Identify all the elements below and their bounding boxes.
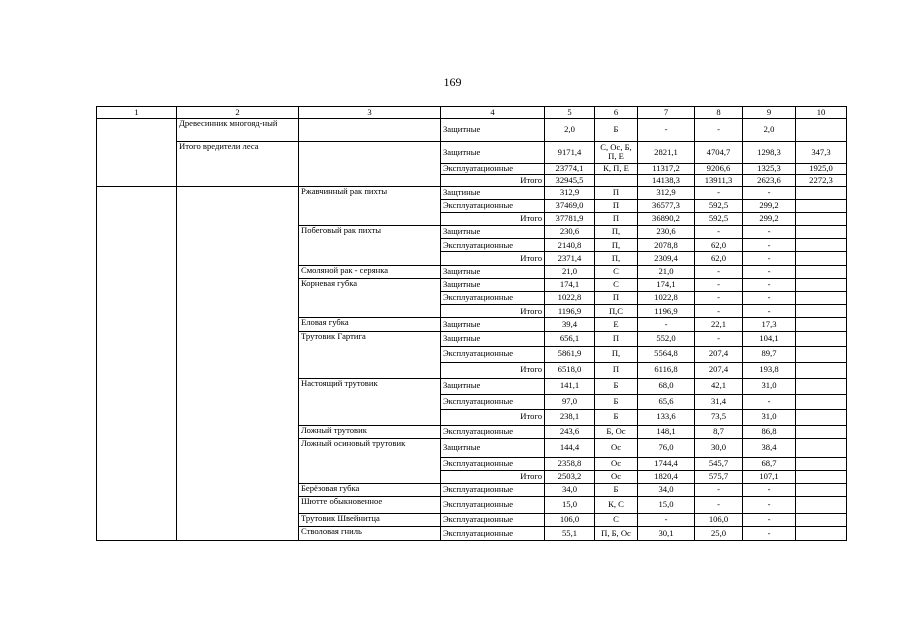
column-header-1: 1	[97, 107, 177, 119]
value-cell-c10	[796, 212, 847, 225]
value-cell-c7: -	[638, 514, 695, 527]
value-cell-c5: 144,4	[545, 438, 595, 457]
forest-category-cell: Эксплуатационные	[441, 483, 545, 496]
value-cell-c9: -	[743, 265, 796, 278]
value-cell-c8: 545,7	[695, 457, 743, 470]
table-row	[97, 186, 847, 199]
disease-name-cell: Ржавчинный рак пихты	[299, 186, 441, 226]
value-cell-c10	[796, 527, 847, 540]
value-cell-c8: -	[695, 497, 743, 514]
value-cell-c8: -	[695, 226, 743, 239]
value-cell-c5: 2358,8	[545, 457, 595, 470]
value-cell-c5: 2,0	[545, 119, 595, 142]
column-header-8: 8	[695, 107, 743, 119]
value-cell-c8: -	[695, 265, 743, 278]
value-cell-c9: -	[743, 305, 796, 318]
value-cell-c10	[796, 119, 847, 142]
forest-category-cell: Итого	[441, 362, 545, 378]
value-cell-c9: 89,7	[743, 346, 796, 362]
forest-category-cell: Итого	[441, 212, 545, 225]
value-cell-c8: 42,1	[695, 378, 743, 394]
value-cell-c9: 31,0	[743, 378, 796, 394]
value-cell-c7: 68,0	[638, 378, 695, 394]
col2-empty-cell	[177, 186, 299, 540]
value-cell-c9: -	[743, 186, 796, 199]
value-cell-c7: 76,0	[638, 438, 695, 457]
value-cell-c6: П	[595, 362, 638, 378]
value-cell-c8: -	[695, 186, 743, 199]
value-cell-c8: 31,4	[695, 394, 743, 409]
value-cell-c9: 299,2	[743, 199, 796, 212]
forest-category-cell: Итого	[441, 252, 545, 265]
value-cell-c8: 207,4	[695, 346, 743, 362]
value-cell-c8: -	[695, 305, 743, 318]
col1-empty-cell	[97, 186, 177, 540]
value-cell-c8: -	[695, 278, 743, 291]
forest-category-cell: Эксплуатационные	[441, 527, 545, 540]
value-cell-c9: -	[743, 278, 796, 291]
value-cell-c6: П,	[595, 346, 638, 362]
value-cell-c9: 1298,3	[743, 141, 796, 164]
forest-category-cell: Итого	[441, 409, 545, 425]
value-cell-c8: -	[695, 119, 743, 142]
value-cell-c10	[796, 292, 847, 305]
forest-category-cell: Защитные	[441, 226, 545, 239]
value-cell-c8: -	[695, 483, 743, 496]
value-cell-c5: 243,6	[545, 425, 595, 438]
pest-name-cell: Итого вредители леса	[177, 141, 299, 186]
forest-category-cell: Итого	[441, 470, 545, 483]
value-cell-c7: 148,1	[638, 425, 695, 438]
value-cell-c5: 1196,9	[545, 305, 595, 318]
value-cell-c7: 230,6	[638, 226, 695, 239]
value-cell-c6: С	[595, 514, 638, 527]
value-cell-c6: Б	[595, 378, 638, 394]
value-cell-c10: 2272,3	[796, 175, 847, 187]
disease-name-cell: Трутовик Гартига	[299, 331, 441, 378]
column-header-2: 2	[177, 107, 299, 119]
value-cell-c5: 97,0	[545, 394, 595, 409]
value-cell-c6: П,	[595, 239, 638, 252]
value-cell-c6: С	[595, 278, 638, 291]
disease-name-cell: Трутовик Швейнитца	[299, 514, 441, 527]
value-cell-c6: П,	[595, 252, 638, 265]
column-header-7: 7	[638, 107, 695, 119]
value-cell-c6: П	[595, 331, 638, 346]
value-cell-c8: 106,0	[695, 514, 743, 527]
value-cell-c7: 2309,4	[638, 252, 695, 265]
value-cell-c9: 38,4	[743, 438, 796, 457]
value-cell-c6: Б	[595, 483, 638, 496]
value-cell-c6: К, П, Е	[595, 164, 638, 175]
disease-name-cell: Еловая губка	[299, 318, 441, 331]
disease-name-cell: Стволовая гниль	[299, 527, 441, 540]
value-cell-c7: 30,1	[638, 527, 695, 540]
forest-category-cell: Защитные	[441, 378, 545, 394]
value-cell-c8: 592,5	[695, 199, 743, 212]
disease-name-cell: Ложный трутовик	[299, 425, 441, 438]
value-cell-c10	[796, 199, 847, 212]
table-body	[97, 107, 847, 541]
value-cell-c8: 22,1	[695, 318, 743, 331]
value-cell-c6: Б	[595, 409, 638, 425]
value-cell-c6: Б	[595, 394, 638, 409]
value-cell-c7: 1196,9	[638, 305, 695, 318]
value-cell-c5: 2371,4	[545, 252, 595, 265]
value-cell-c6: П,	[595, 226, 638, 239]
value-cell-c10: 1925,0	[796, 164, 847, 175]
forest-category-cell: Итого	[441, 175, 545, 187]
value-cell-c7: 21,0	[638, 265, 695, 278]
value-cell-c7: 1820,4	[638, 470, 695, 483]
value-cell-c5: 2503,2	[545, 470, 595, 483]
value-cell-c6: П	[595, 199, 638, 212]
value-cell-c9: -	[743, 483, 796, 496]
value-cell-c5: 106,0	[545, 514, 595, 527]
value-cell-c9: -	[743, 514, 796, 527]
value-cell-c5: 2140,8	[545, 239, 595, 252]
column-header-10: 10	[796, 107, 847, 119]
value-cell-c9: 68,7	[743, 457, 796, 470]
value-cell-c9: 17,3	[743, 318, 796, 331]
value-cell-c8: 4704,7	[695, 141, 743, 164]
value-cell-c6: П, Б, Ос	[595, 527, 638, 540]
value-cell-c8: 8,7	[695, 425, 743, 438]
value-cell-c6: П,С	[595, 305, 638, 318]
value-cell-c6: Ос	[595, 470, 638, 483]
value-cell-c5: 37469,0	[545, 199, 595, 212]
value-cell-c5: 238,1	[545, 409, 595, 425]
value-cell-c6: С	[595, 265, 638, 278]
forest-category-cell: Защитные	[441, 141, 545, 164]
value-cell-c9: -	[743, 226, 796, 239]
col3-empty-cell	[299, 119, 441, 142]
value-cell-c7: 133,6	[638, 409, 695, 425]
forest-category-cell: Эксплуатационные	[441, 394, 545, 409]
forest-category-cell: Защитные	[441, 278, 545, 291]
value-cell-c6: Е	[595, 318, 638, 331]
disease-name-cell: Побеговый рак пихты	[299, 226, 441, 266]
value-cell-c8: 73,5	[695, 409, 743, 425]
value-cell-c9: 193,8	[743, 362, 796, 378]
value-cell-c9: -	[743, 497, 796, 514]
forest-category-cell: Эксплуатационные	[441, 239, 545, 252]
value-cell-c10	[796, 226, 847, 239]
column-header-5: 5	[545, 107, 595, 119]
column-header-6: 6	[595, 107, 638, 119]
forest-category-cell: Эксплуатационные	[441, 164, 545, 175]
table-row	[97, 141, 847, 164]
column-header-9: 9	[743, 107, 796, 119]
value-cell-c5: 230,6	[545, 226, 595, 239]
value-cell-c6: П	[595, 292, 638, 305]
forest-category-cell: Защтиные	[441, 186, 545, 199]
value-cell-c7: 1022,8	[638, 292, 695, 305]
forest-category-cell: Защитные	[441, 119, 545, 142]
disease-name-cell: Смоляной рак - серянка	[299, 265, 441, 278]
value-cell-c5: 34,0	[545, 483, 595, 496]
disease-name-cell: Ложный осиновый трутовик	[299, 438, 441, 483]
value-cell-c7: 1744,4	[638, 457, 695, 470]
forest-pests-table	[96, 106, 847, 541]
value-cell-c5: 6518,0	[545, 362, 595, 378]
value-cell-c9: -	[743, 239, 796, 252]
value-cell-c10	[796, 409, 847, 425]
value-cell-c10	[796, 514, 847, 527]
value-cell-c8: 13911,3	[695, 175, 743, 187]
forest-category-cell: Итого	[441, 305, 545, 318]
value-cell-c5: 5861,9	[545, 346, 595, 362]
value-cell-c6: Ос	[595, 457, 638, 470]
value-cell-c5: 174,1	[545, 278, 595, 291]
value-cell-c10	[796, 318, 847, 331]
value-cell-c7: 2821,1	[638, 141, 695, 164]
forest-category-cell: Эксплуатационные	[441, 497, 545, 514]
value-cell-c10	[796, 438, 847, 457]
value-cell-c7: 36890,2	[638, 212, 695, 225]
value-cell-c5: 21,0	[545, 265, 595, 278]
value-cell-c7: -	[638, 119, 695, 142]
page-number: 169	[443, 75, 462, 89]
disease-name-cell: Настоящий трутовик	[299, 378, 441, 425]
value-cell-c5: 15,0	[545, 497, 595, 514]
value-cell-c9: 86,8	[743, 425, 796, 438]
value-cell-c8: 62,0	[695, 239, 743, 252]
value-cell-c10	[796, 186, 847, 199]
value-cell-c5: 141,1	[545, 378, 595, 394]
value-cell-c5: 1022,8	[545, 292, 595, 305]
value-cell-c10	[796, 239, 847, 252]
col1-empty-cell	[97, 119, 177, 187]
value-cell-c10	[796, 457, 847, 470]
value-cell-c7: 11317,2	[638, 164, 695, 175]
value-cell-c9: 31,0	[743, 409, 796, 425]
value-cell-c8: 25,0	[695, 527, 743, 540]
value-cell-c7: 6116,8	[638, 362, 695, 378]
value-cell-c10	[796, 483, 847, 496]
value-cell-c10	[796, 331, 847, 346]
value-cell-c9: 2623,6	[743, 175, 796, 187]
value-cell-c10	[796, 305, 847, 318]
value-cell-c8: -	[695, 292, 743, 305]
value-cell-c9: 107,1	[743, 470, 796, 483]
forest-category-cell: Защитные	[441, 265, 545, 278]
disease-name-cell: Шютте обыкновенное	[299, 497, 441, 514]
value-cell-c10: 347,3	[796, 141, 847, 164]
value-cell-c6: Б, Ос	[595, 425, 638, 438]
value-cell-c9: 2,0	[743, 119, 796, 142]
value-cell-c10	[796, 378, 847, 394]
value-cell-c7: 14138,3	[638, 175, 695, 187]
value-cell-c10	[796, 425, 847, 438]
value-cell-c10	[796, 470, 847, 483]
value-cell-c10	[796, 346, 847, 362]
value-cell-c7: 174,1	[638, 278, 695, 291]
value-cell-c10	[796, 252, 847, 265]
forest-category-cell: Защитные	[441, 438, 545, 457]
value-cell-c8: 30,0	[695, 438, 743, 457]
disease-name-cell: Корневая губка	[299, 278, 441, 318]
col3-empty-cell	[299, 141, 441, 186]
value-cell-c5: 656,1	[545, 331, 595, 346]
value-cell-c10	[796, 394, 847, 409]
table-row	[97, 119, 847, 142]
value-cell-c9: -	[743, 527, 796, 540]
value-cell-c7: 65,6	[638, 394, 695, 409]
value-cell-c7: -	[638, 318, 695, 331]
column-header-4: 4	[441, 107, 545, 119]
forest-category-cell: Эксплуатационные	[441, 457, 545, 470]
value-cell-c9: -	[743, 292, 796, 305]
value-cell-c7: 312,9	[638, 186, 695, 199]
forest-category-cell: Эксплуатационные	[441, 292, 545, 305]
value-cell-c8: 62,0	[695, 252, 743, 265]
value-cell-c9: -	[743, 394, 796, 409]
value-cell-c5: 312,9	[545, 186, 595, 199]
value-cell-c5: 37781,9	[545, 212, 595, 225]
value-cell-c7: 34,0	[638, 483, 695, 496]
disease-name-cell: Берёзовая губка	[299, 483, 441, 496]
value-cell-c5: 32945,5	[545, 175, 595, 187]
forest-category-cell: Защитные	[441, 318, 545, 331]
value-cell-c9: 1325,3	[743, 164, 796, 175]
value-cell-c8: 575,7	[695, 470, 743, 483]
value-cell-c9: 299,2	[743, 212, 796, 225]
value-cell-c6: Б	[595, 119, 638, 142]
value-cell-c8: -	[695, 331, 743, 346]
value-cell-c6: П	[595, 186, 638, 199]
value-cell-c6: К, С	[595, 497, 638, 514]
pest-name-cell: Древесинник многояд-ный	[177, 119, 299, 142]
forest-category-cell: Эксплуатационные	[441, 514, 545, 527]
value-cell-c7: 2078,8	[638, 239, 695, 252]
value-cell-c10	[796, 278, 847, 291]
value-cell-c7: 15,0	[638, 497, 695, 514]
value-cell-c10	[796, 265, 847, 278]
forest-category-cell: Эксплуатационные	[441, 199, 545, 212]
value-cell-c6: С, Ос, Б, П, Е	[595, 141, 638, 164]
value-cell-c6	[595, 175, 638, 187]
value-cell-c5: 23774,1	[545, 164, 595, 175]
value-cell-c8: 207,4	[695, 362, 743, 378]
value-cell-c7: 36577,3	[638, 199, 695, 212]
value-cell-c8: 592,5	[695, 212, 743, 225]
column-header-3: 3	[299, 107, 441, 119]
value-cell-c6: Ос	[595, 438, 638, 457]
value-cell-c9: -	[743, 252, 796, 265]
value-cell-c5: 39,4	[545, 318, 595, 331]
header-row	[97, 107, 847, 119]
value-cell-c10	[796, 362, 847, 378]
forest-category-cell: Эксплуатационные	[441, 425, 545, 438]
value-cell-c5: 55,1	[545, 527, 595, 540]
value-cell-c8: 9206,6	[695, 164, 743, 175]
value-cell-c9: 104,1	[743, 331, 796, 346]
value-cell-c7: 552,0	[638, 331, 695, 346]
value-cell-c7: 5564,8	[638, 346, 695, 362]
value-cell-c10	[796, 497, 847, 514]
value-cell-c5: 9171,4	[545, 141, 595, 164]
value-cell-c6: П	[595, 212, 638, 225]
forest-category-cell: Эксплуатационные	[441, 346, 545, 362]
forest-category-cell: Защитные	[441, 331, 545, 346]
